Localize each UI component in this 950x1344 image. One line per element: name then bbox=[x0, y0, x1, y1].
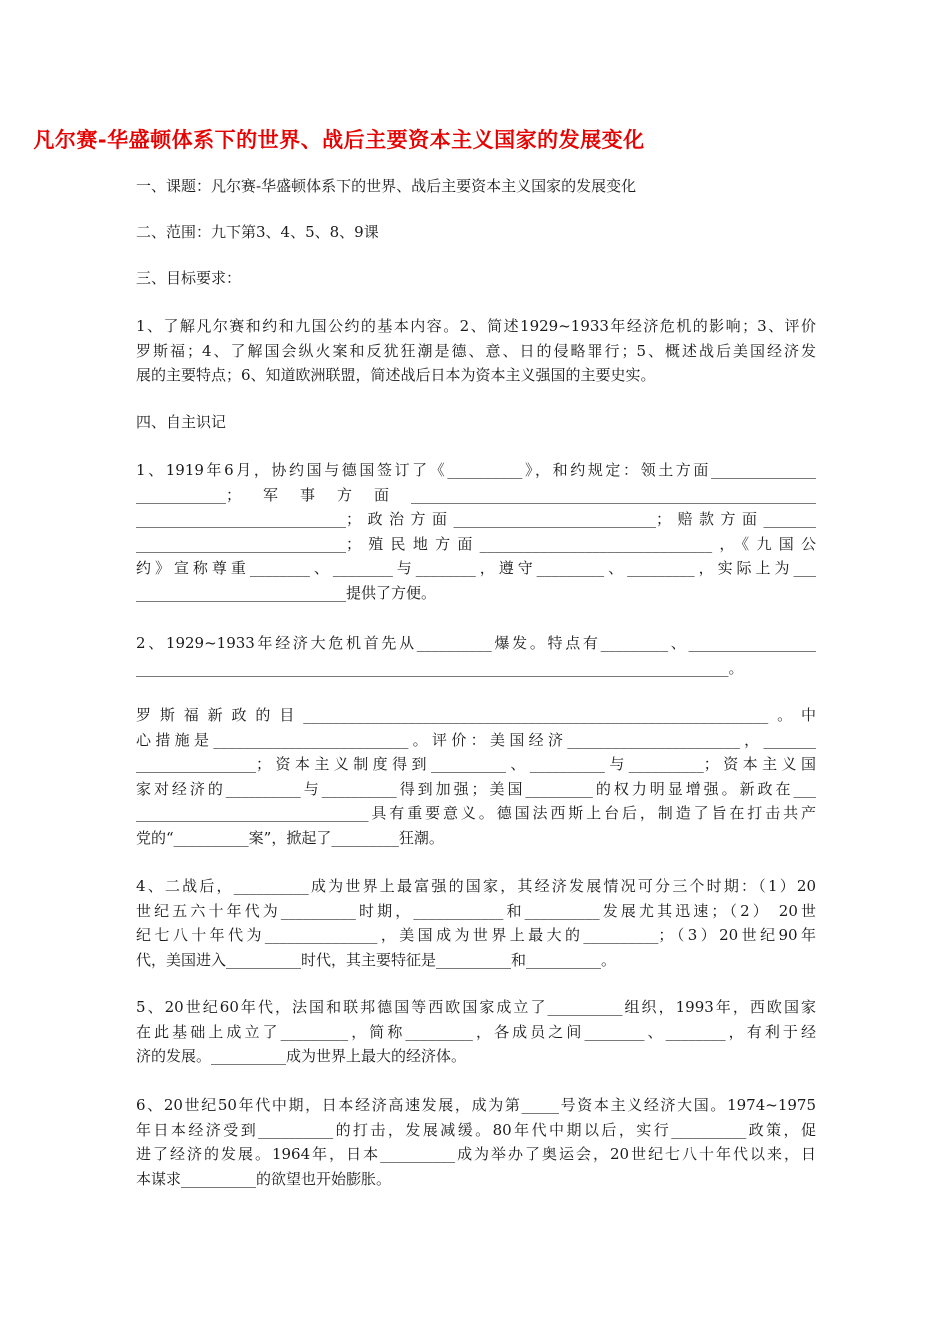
document-title: 凡尔赛-华盛顿体系下的世界、战后主要资本主义国家的发展变化 bbox=[33, 128, 645, 152]
goals-line: 罗斯福；4、了解国会纵火案和反犹狂潮是德、意、日的侵略罪行；5、概述战后美国经济发 bbox=[136, 341, 816, 360]
question-line: 心措施是__________________________。评价：美国经济_______________________，_______ bbox=[136, 730, 816, 749]
section-goals-heading: 三、目标要求： bbox=[136, 269, 242, 287]
question-line: 在此基础上成立了_________，简称_________，各成员之间________、________，有利于经 bbox=[136, 1022, 816, 1041]
question-line: ____________；军事方面______________________________________________________ bbox=[136, 485, 816, 504]
question-line: 党的“__________案”，掀起了_________狂潮。 bbox=[136, 828, 444, 847]
question-line: 6、20世纪50年代中期，日本经济高速发展，成为第_____号资本主义经济大国。1974~1975 bbox=[136, 1096, 816, 1114]
question-line: 济的发展。__________成为世界上最大的经济体。 bbox=[136, 1047, 467, 1065]
question-line: _______________________________________________________________________________。 bbox=[136, 658, 744, 677]
question-line: 4、二战后，__________成为世界上最富强的国家，其经济发展情况可分三个时期：（1）20 bbox=[136, 877, 816, 895]
question-line: 纪七八十年代为_______________，美国成为世界上最大的__________；（3）20世纪90年 bbox=[136, 926, 816, 944]
question-5 bbox=[136, 995, 816, 1069]
question-line: ____________________________提供了方便。 bbox=[136, 583, 437, 602]
question-line: 家对经济的__________与__________得到加强；美国_________的权力明显增强。新政在___ bbox=[136, 779, 816, 798]
goals-line: 1、了解凡尔赛和约和九国公约的基本内容。2、简述1929~1933年经济危机的影响；3、评价 bbox=[136, 317, 816, 335]
question-line: 年日本经济受到__________的打击，发展减缓。80年代中期以后，实行__________政策，促 bbox=[136, 1120, 816, 1139]
question-6 bbox=[136, 1093, 816, 1191]
question-4 bbox=[136, 874, 816, 972]
question-line: 5、20世纪60年代，法国和联邦德国等西欧国家成立了__________组织，1993年，西欧国家 bbox=[136, 998, 816, 1016]
question-line: 约》宣称尊重________、________与________，遵守_________、_________，实际上为___ bbox=[136, 559, 816, 577]
question-line: ____________________________；政治方面___________________________；赔款方面_______ bbox=[136, 510, 816, 528]
question-line: 进了经济的发展。1964年，日本__________成为举办了奥运会，20世纪七八十年代以来，日 bbox=[136, 1145, 816, 1163]
section-self-study-heading: 四、自主识记 bbox=[136, 413, 227, 431]
goals-line: 展的主要特点；6、知道欧洲联盟，简述战后日本为资本主义强国的主要史实。 bbox=[136, 366, 656, 384]
question-line: ________________；资本主义制度得到__________、__________与__________；资本主义国 bbox=[136, 755, 816, 773]
question-3 bbox=[136, 703, 816, 850]
question-line: _______________________________具有重要意义。德国法西斯上台后，制造了旨在打击共产 bbox=[136, 804, 816, 822]
question-line: 1、1919年6月，协约国与德国签订了《__________》，和约规定：领土方面______________ bbox=[136, 461, 816, 479]
section-topic: 一、课题：凡尔赛-华盛顿体系下的世界、战后主要资本主义国家的发展变化 bbox=[136, 177, 637, 195]
question-line: 世纪五六十年代为__________时期，____________和__________发展尤其迅速；（2） 20世 bbox=[136, 901, 816, 920]
question-line: 2、1929~1933年经济大危机首先从__________爆发。特点有_________、_________________ bbox=[136, 634, 816, 652]
question-line: 罗斯福新政的目______________________________________________________________。中 bbox=[136, 706, 816, 724]
question-2 bbox=[136, 631, 816, 680]
question-line: 代，美国进入__________时代，其主要特征是__________和__________。 bbox=[136, 950, 617, 969]
question-1 bbox=[136, 458, 816, 605]
question-line: ____________________________；殖民地方面_______________________________，《九国公 bbox=[136, 534, 816, 553]
question-line: 本谋求__________的欲望也开始膨胀。 bbox=[136, 1169, 392, 1188]
goals-paragraph bbox=[136, 314, 816, 388]
section-scope: 二、范围：九下第3、4、5、8、9课 bbox=[136, 223, 379, 241]
